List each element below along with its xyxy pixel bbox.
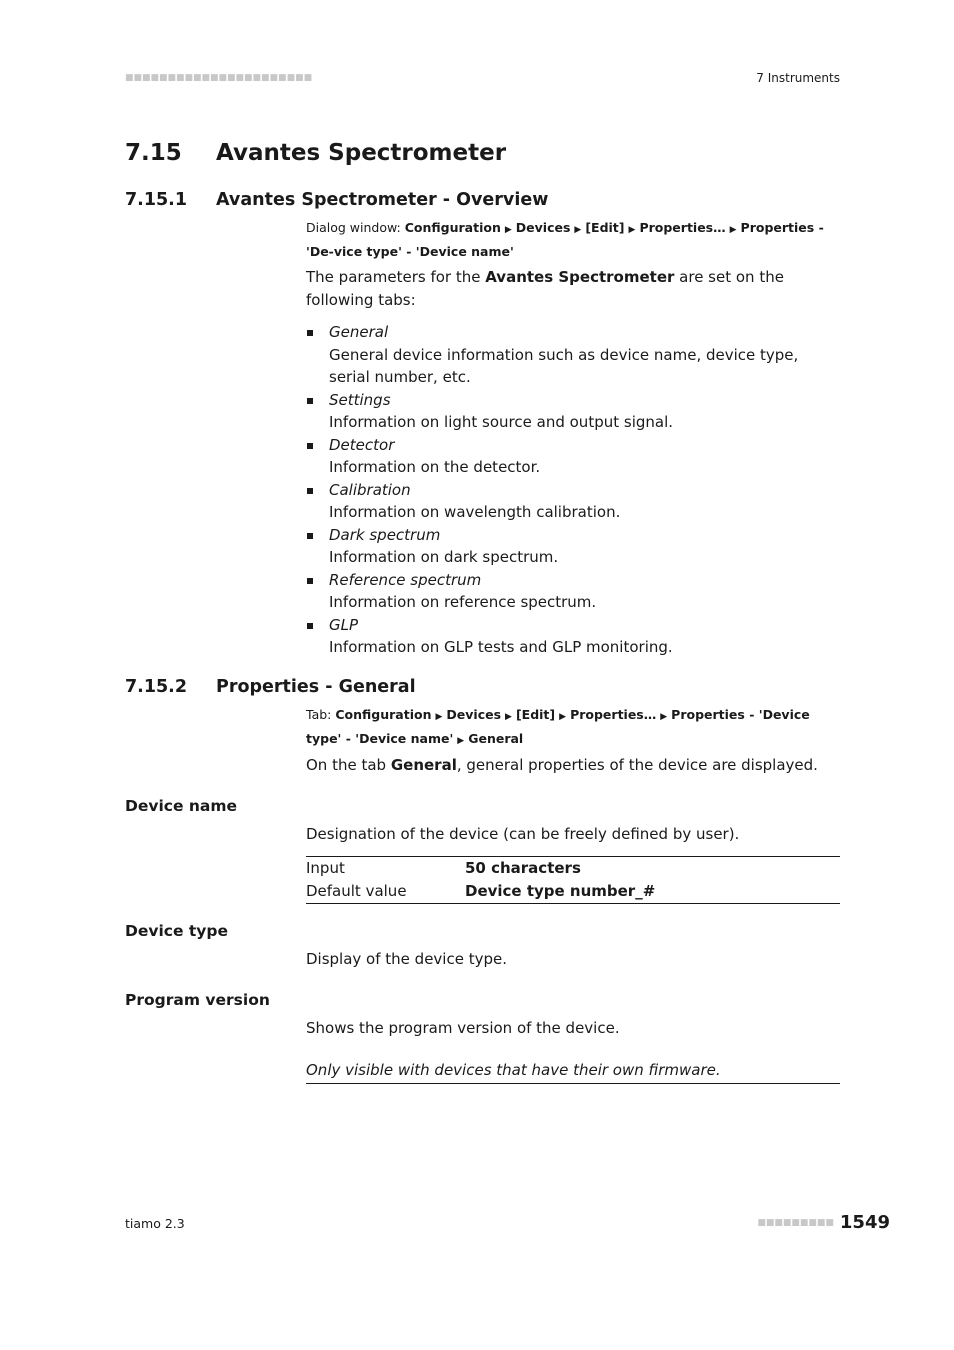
path-item: General [468, 731, 524, 746]
subsection-number: 7.15.2 [125, 677, 188, 697]
tab-path [306, 704, 840, 752]
intro-text: On the tab [306, 756, 391, 774]
triangle-right-icon: ▶ [435, 712, 443, 722]
table-row [306, 857, 840, 880]
param-note-program-version: Only visible with devices that have their own firmware. [306, 1059, 840, 1084]
triangle-right-icon: ▶ [574, 225, 582, 235]
table-key: Input [306, 859, 345, 877]
section-heading [125, 140, 506, 166]
section-number: 7.15 [125, 140, 182, 166]
bullet-icon [307, 488, 313, 494]
path-item: Devices [446, 707, 502, 722]
intro-bold: General [390, 756, 457, 774]
table-value: Device type number_# [465, 882, 656, 900]
param-label-device-type: Device type [125, 922, 229, 940]
footer-decoration: ■■■■■■■■■ [757, 1217, 834, 1228]
dialog-path [306, 217, 840, 262]
path-item: Properties - 'De-vice type' - 'Device name' [306, 220, 824, 259]
tab-name: General [329, 323, 389, 341]
tab-name: Dark spectrum [329, 525, 441, 544]
footer-page [757, 1212, 890, 1233]
intro-bold: Avantes Spectrometer [485, 268, 675, 286]
value-table [306, 856, 840, 904]
triangle-right-icon: ▶ [457, 736, 465, 746]
param-label-program-version: Program version [125, 991, 270, 1009]
tab-list [306, 321, 840, 659]
path-item: Devices [515, 220, 571, 235]
triangle-right-icon: ▶ [505, 712, 512, 722]
path-prefix: Dialog window: [306, 220, 401, 235]
list-item [306, 479, 840, 524]
table-row [306, 880, 840, 903]
bullet-icon [307, 330, 313, 336]
tab-name: Settings [329, 390, 391, 409]
footer-product: tiamo 2.3 [125, 1216, 185, 1231]
subsection-number: 7.15.1 [125, 190, 188, 210]
general-intro [306, 754, 840, 777]
subsection-heading-overview [125, 190, 548, 210]
bullet-icon [307, 398, 313, 404]
path-item: Configuration [335, 707, 432, 722]
tab-desc: General device information such as device name, device type, serial number, etc. [329, 345, 799, 386]
overview-intro [306, 266, 840, 311]
list-item [306, 434, 840, 479]
chapter-title: 7 Instruments [756, 71, 840, 85]
tab-desc: Information on GLP tests and GLP monitoring. [329, 638, 673, 656]
tab-desc: Information on wavelength calibration. [329, 503, 621, 521]
section-title: Avantes Spectrometer [216, 140, 507, 166]
tab-name: Reference spectrum [329, 570, 482, 589]
intro-text: The parameters for the [306, 268, 486, 286]
tab-desc: Information on light source and output signal. [329, 413, 674, 431]
path-prefix: Tab: [306, 707, 332, 722]
tab-name: Calibration [329, 480, 411, 499]
param-desc-device-type: Display of the device type. [306, 950, 507, 968]
bullet-icon [307, 578, 313, 584]
list-item [306, 569, 840, 614]
page-number: 1549 [839, 1212, 890, 1233]
table-key: Default value [306, 882, 407, 900]
bullet-icon [307, 533, 313, 539]
path-item: [Edit] [585, 220, 625, 235]
path-item: [Edit] [515, 707, 556, 722]
bullet-icon [307, 623, 313, 629]
path-item: Configuration [404, 220, 501, 235]
tab-name: Detector [329, 435, 395, 454]
table-value: 50 characters [465, 859, 581, 877]
tab-name: GLP [329, 615, 359, 634]
param-label-device-name: Device name [125, 797, 238, 815]
subsection-title: Avantes Spectrometer - Overview [216, 190, 549, 210]
list-item [306, 614, 840, 659]
tab-desc: Information on dark spectrum. [329, 548, 559, 566]
list-item [306, 321, 840, 389]
triangle-right-icon: ▶ [559, 712, 567, 722]
bullet-icon [307, 443, 313, 449]
subsection-heading-general [125, 677, 416, 697]
path-item: Properties… [570, 707, 657, 722]
triangle-right-icon: ▶ [628, 225, 636, 235]
triangle-right-icon: ▶ [504, 225, 512, 235]
intro-text: are set on the following tabs: [306, 268, 784, 309]
list-item [306, 389, 840, 434]
tab-desc: Information on reference spectrum. [329, 593, 597, 611]
param-desc-device-name: Designation of the device (can be freely defined by user). [306, 825, 740, 843]
triangle-right-icon: ▶ [729, 225, 737, 235]
subsection-title: Properties - General [216, 677, 416, 697]
list-item [306, 524, 840, 569]
path-item: Properties… [639, 220, 726, 235]
param-desc-program-version: Shows the program version of the device. [306, 1019, 620, 1037]
path-item: Properties - 'Device type' - 'Device name' [306, 707, 810, 746]
triangle-right-icon: ▶ [660, 712, 668, 722]
intro-text: , general properties of the device are displayed. [456, 756, 818, 774]
header-decoration: ■■■■■■■■■■■■■■■■■■■■■■ [125, 73, 313, 83]
tab-desc: Information on the detector. [329, 458, 541, 476]
